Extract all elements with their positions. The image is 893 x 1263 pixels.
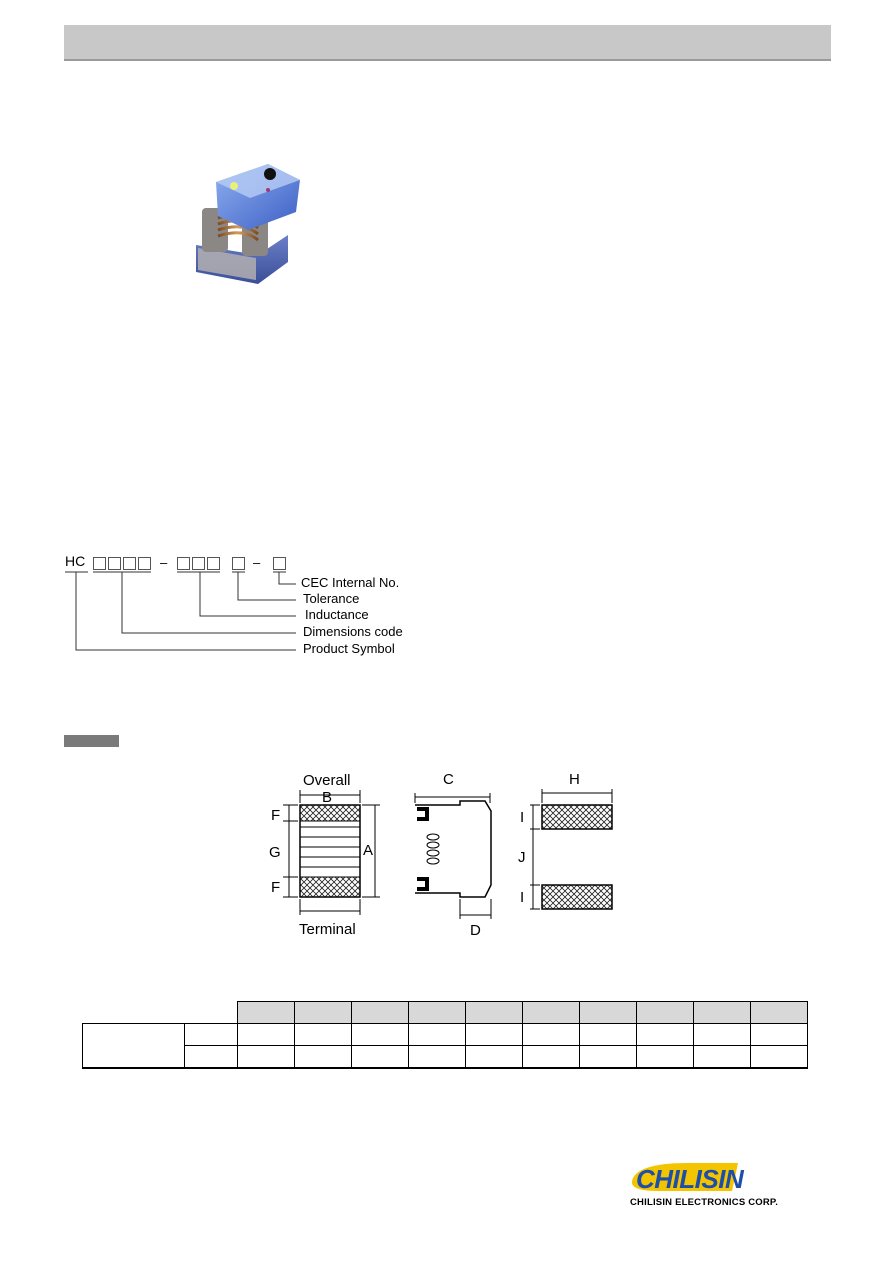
section-tab <box>64 735 119 747</box>
label-D: D <box>470 922 481 939</box>
label-F-bottom: F <box>271 879 281 896</box>
company-name: CHILISIN ELECTRONICS CORP. <box>630 1197 779 1208</box>
separator-dash: – <box>160 555 168 570</box>
leader-lines <box>60 548 480 668</box>
label-terminal: Terminal <box>299 921 356 938</box>
label-C: C <box>443 771 454 788</box>
label-A: A <box>363 842 374 859</box>
dimension-drawing <box>265 765 625 945</box>
part-prefix: HC <box>65 553 86 569</box>
label-overall: Overall <box>303 772 351 789</box>
header-bar <box>64 25 831 61</box>
label-J: J <box>518 849 526 866</box>
label-G: G <box>269 844 281 861</box>
dimensions-table <box>82 1001 808 1069</box>
logo-wordmark: CHILISIN <box>636 1164 744 1194</box>
part-number-diagram <box>60 548 480 668</box>
label-H: H <box>569 771 580 788</box>
label-tolerance: Tolerance <box>303 591 360 606</box>
label-I-top: I <box>520 809 525 826</box>
label-internal-no: CEC Internal No. <box>301 575 400 590</box>
label-product-symbol: Product Symbol <box>303 641 395 656</box>
label-F-top: F <box>271 807 281 824</box>
label-dimensions-code: Dimensions code <box>303 624 403 639</box>
label-B: B <box>322 789 333 806</box>
separator-dash: – <box>253 555 261 570</box>
product-photo <box>188 150 308 290</box>
label-inductance: Inductance <box>305 607 369 622</box>
label-I-bottom: I <box>520 889 525 906</box>
